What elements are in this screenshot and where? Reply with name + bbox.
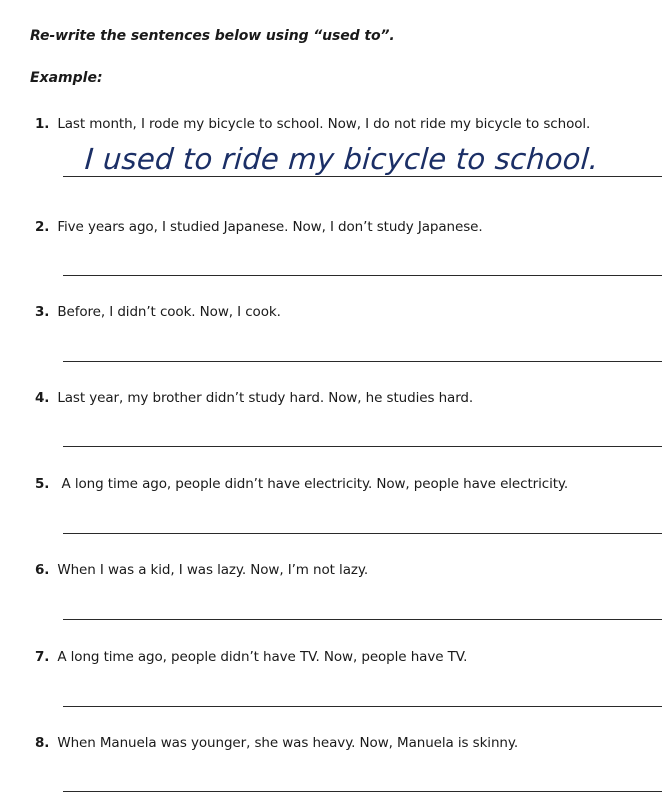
item-sentence: A long time ago, people didn’t have TV. Now, people have TV. [57,649,468,665]
item-sentence: When I was a kid, I was lazy. Now, I’m not lazy. [57,562,369,578]
item-number: 2. [35,219,50,235]
example-label: Example: [30,70,103,86]
instruction-heading: Re-write the sentences below using “used to”. [30,28,395,44]
answer-line[interactable] [63,619,662,620]
item-sentence: When Manuela was younger, she was heavy. Now, Manuela is skinny. [57,735,519,751]
answer-line[interactable] [63,791,662,792]
item-sentence: Before, I didn’t cook. Now, I cook. [57,304,281,320]
item-sentence: Last year, my brother didn’t study hard. Now, he studies hard. [57,390,474,406]
item-sentence: Last month, I rode my bicycle to school. Now, I do not ride my bicycle to school. [57,116,591,132]
item-number: 6. [35,562,50,578]
item-number: 4. [35,390,50,406]
handwritten-answer: I used to ride my bicycle to school. [83,142,600,176]
item-number: 5. [35,476,50,492]
answer-line[interactable] [63,533,662,534]
answer-line[interactable] [63,706,662,707]
item-number: 3. [35,304,50,320]
item-sentence: Five years ago, I studied Japanese. Now, I don’t study Japanese. [57,219,483,235]
item-sentence: A long time ago, people didn’t have electricity. Now, people have electricity. [57,476,569,492]
item-number: 8. [35,735,50,751]
item-number: 7. [35,649,50,665]
answer-line[interactable] [63,176,662,177]
answer-line[interactable] [63,275,662,276]
answer-line[interactable] [63,361,662,362]
answer-line[interactable] [63,446,662,447]
item-number: 1. [35,116,50,132]
